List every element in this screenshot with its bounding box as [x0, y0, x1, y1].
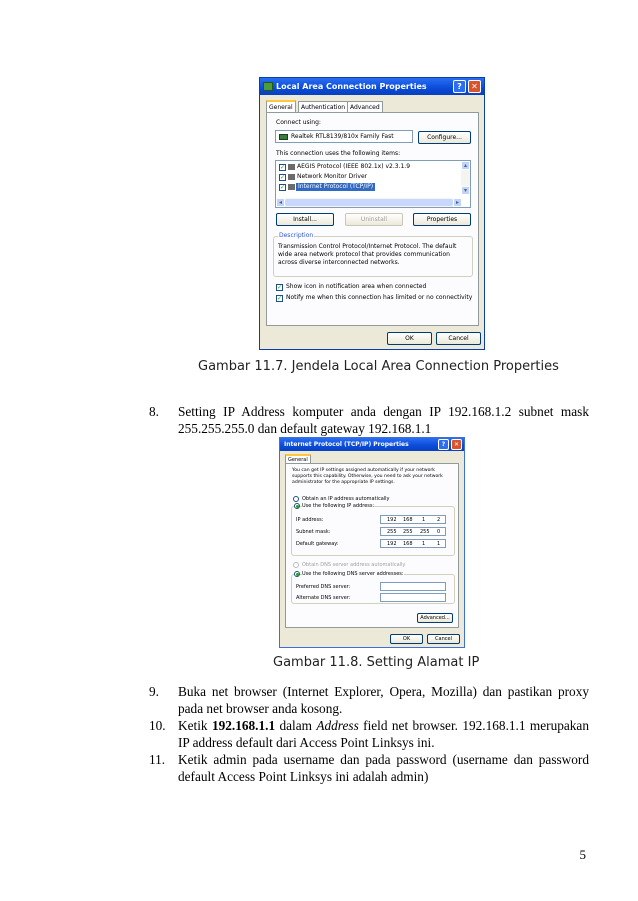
obtain-ip-auto-label: Obtain an IP address automatically [302, 496, 390, 502]
ip-octet: 2 [437, 517, 441, 523]
step-text: Setting IP Address komputer anda dengan IP 192.168.1.2 subnet mask 255.255.255.0 dan default gateway 192.168.1.1 [178, 404, 589, 436]
items-label: This connection uses the following items: [276, 150, 401, 157]
dialog-title: Local Area Connection Properties [276, 82, 427, 91]
scroll-left-icon[interactable]: ◂ [276, 198, 285, 207]
tab-authentication[interactable]: Authentication [298, 101, 348, 112]
close-button[interactable]: ✕ [468, 80, 481, 93]
item-checkbox-aegis[interactable]: ✓ [280, 164, 286, 171]
protocol-icon [288, 164, 295, 170]
show-icon-checkbox[interactable]: ✓ [277, 284, 283, 291]
step-text-part: field net browser. 192.168.1.1 merupakan IP address default dari Access Point Linksys ini. [178, 718, 589, 750]
alternate-dns-label: Alternate DNS server: [296, 595, 351, 601]
obtain-ip-auto-radio[interactable] [293, 496, 299, 502]
components-list [275, 160, 471, 208]
dns-group [291, 571, 455, 604]
mask-octet: 255 [420, 529, 430, 535]
tab-general[interactable]: General [285, 454, 311, 464]
scroll-right-icon[interactable]: ▸ [453, 198, 462, 207]
step-number: 11. [149, 752, 166, 767]
intro-text: You can get IP settings assigned automatically if your network supports this capability. Otherwise, you need to ask your network administrator for the appropriate IP settings. [292, 468, 443, 485]
adapter-name: Realtek RTL8139/810x Family Fast [291, 133, 394, 140]
use-following-dns-label: Use the following DNS server addresses: [302, 571, 404, 577]
page-number: 5 [579, 847, 586, 862]
step-text-part: dalam [275, 718, 317, 733]
close-button[interactable]: ✕ [451, 439, 462, 450]
help-button[interactable]: ? [453, 80, 466, 93]
show-icon-label: Show icon in notification area when connected [286, 283, 427, 290]
step-text [178, 717, 589, 751]
ip-bold: 192.168.1.1 [211, 718, 276, 733]
figure-caption: Gambar 11.8. Setting Alamat IP [273, 655, 480, 670]
scroll-down-icon[interactable]: ▾ [461, 186, 470, 195]
list-item[interactable]: Network Monitor Driver [297, 173, 368, 180]
step-number: 10. [149, 718, 166, 733]
ip-octet: 192 [387, 517, 397, 523]
use-following-ip-radio[interactable] [294, 503, 300, 509]
preferred-dns-input[interactable] [380, 582, 446, 591]
ip-octet: 1 [422, 517, 426, 523]
advanced-button[interactable]: Advanced... [417, 613, 453, 623]
ip-address-label: IP address: [296, 517, 324, 523]
gateway-octet: 168 [403, 541, 413, 547]
general-tab-panel [266, 112, 479, 326]
connect-using-label: Connect using: [276, 119, 321, 126]
vertical-scrollbar[interactable] [461, 161, 470, 195]
step-number: 8. [149, 404, 159, 419]
list-item[interactable]: AEGIS Protocol (IEEE 802.1x) v2.3.1.9 [297, 163, 411, 170]
scroll-thumb[interactable] [285, 199, 453, 206]
gateway-octet: 192 [387, 541, 397, 547]
gateway-octet: 1 [437, 541, 441, 547]
step-number: 9. [149, 684, 159, 699]
ip-address-group [291, 503, 455, 556]
adapter-field [275, 130, 413, 143]
description-group [273, 232, 473, 277]
subnet-mask-label: Subnet mask: [296, 529, 331, 535]
step-text: Ketik admin pada username dan pada password (username dan password default Access Point Linksys ini adalah admin) [178, 752, 589, 784]
list-item-step-8 [149, 403, 589, 437]
use-following-ip-label: Use the following IP address: [302, 503, 375, 509]
tab-advanced[interactable]: Advanced [347, 101, 383, 112]
tab-general[interactable]: General [266, 100, 296, 112]
dialog-title: Internet Protocol (TCP/IP) Properties [284, 441, 409, 448]
dialog-title-bar[interactable] [280, 438, 464, 451]
configure-button[interactable]: Configure... [418, 131, 471, 144]
cancel-button[interactable]: Cancel [427, 634, 460, 644]
description-text: Transmission Control Protocol/Internet Protocol. The default wide area network protocol that provides communication across diverse interconnected networks. [278, 243, 457, 266]
local-area-connection-properties-dialog [259, 77, 485, 350]
list-item-selected[interactable]: Internet Protocol (TCP/IP) [298, 183, 374, 190]
mask-octet: 255 [387, 529, 397, 535]
description-label: Description [279, 232, 314, 239]
item-checkbox-monitor[interactable]: ✓ [280, 174, 286, 181]
ip-address-input[interactable] [380, 515, 446, 524]
cancel-button[interactable]: Cancel [436, 332, 481, 345]
uninstall-button[interactable]: Uninstall [345, 213, 403, 226]
preferred-dns-label: Preferred DNS server: [296, 584, 351, 590]
default-gateway-label: Default gateway: [296, 541, 339, 547]
ok-button[interactable]: OK [387, 332, 432, 345]
address-italic: Address [316, 718, 359, 733]
list-item-step-11 [149, 751, 589, 785]
ip-octet: 168 [403, 517, 413, 523]
gateway-octet: 1 [422, 541, 426, 547]
figure-caption: Gambar 11.7. Jendela Local Area Connection Properties [198, 359, 559, 374]
alternate-dns-input[interactable] [380, 593, 446, 602]
step-text-part: Ketik [178, 718, 212, 733]
install-button[interactable]: Install... [276, 213, 334, 226]
subnet-mask-input[interactable] [380, 527, 446, 536]
obtain-dns-auto-label: Obtain DNS server address automatically [302, 562, 406, 568]
obtain-dns-auto-radio[interactable] [293, 562, 299, 568]
mask-octet: 0 [437, 529, 441, 535]
network-connection-icon [263, 82, 273, 91]
notify-checkbox[interactable]: ✓ [277, 295, 283, 302]
dialog-title-bar[interactable] [260, 78, 484, 95]
notify-label: Notify me when this connection has limited or no connectivity [286, 294, 473, 301]
network-adapter-icon [279, 134, 288, 140]
use-following-dns-radio[interactable] [294, 571, 300, 577]
ok-button[interactable]: OK [390, 634, 423, 644]
tcpip-properties-dialog [279, 437, 465, 648]
properties-button[interactable]: Properties [413, 213, 471, 226]
mask-octet: 255 [403, 529, 413, 535]
scroll-up-icon[interactable]: ▴ [461, 161, 470, 170]
protocol-icon [288, 184, 295, 190]
help-button[interactable]: ? [438, 439, 449, 450]
list-item-step-10 [149, 717, 589, 751]
general-tab-panel [285, 463, 459, 628]
protocol-icon [288, 174, 295, 180]
step-text: Buka net browser (Internet Explorer, Opera, Mozilla) dan pastikan proxy pada net browser anda kosong. [178, 684, 589, 716]
item-checkbox-tcpip[interactable]: ✓ [280, 184, 286, 191]
default-gateway-input[interactable] [380, 539, 446, 548]
horizontal-scrollbar[interactable] [276, 198, 462, 207]
list-item-step-9 [149, 683, 589, 717]
